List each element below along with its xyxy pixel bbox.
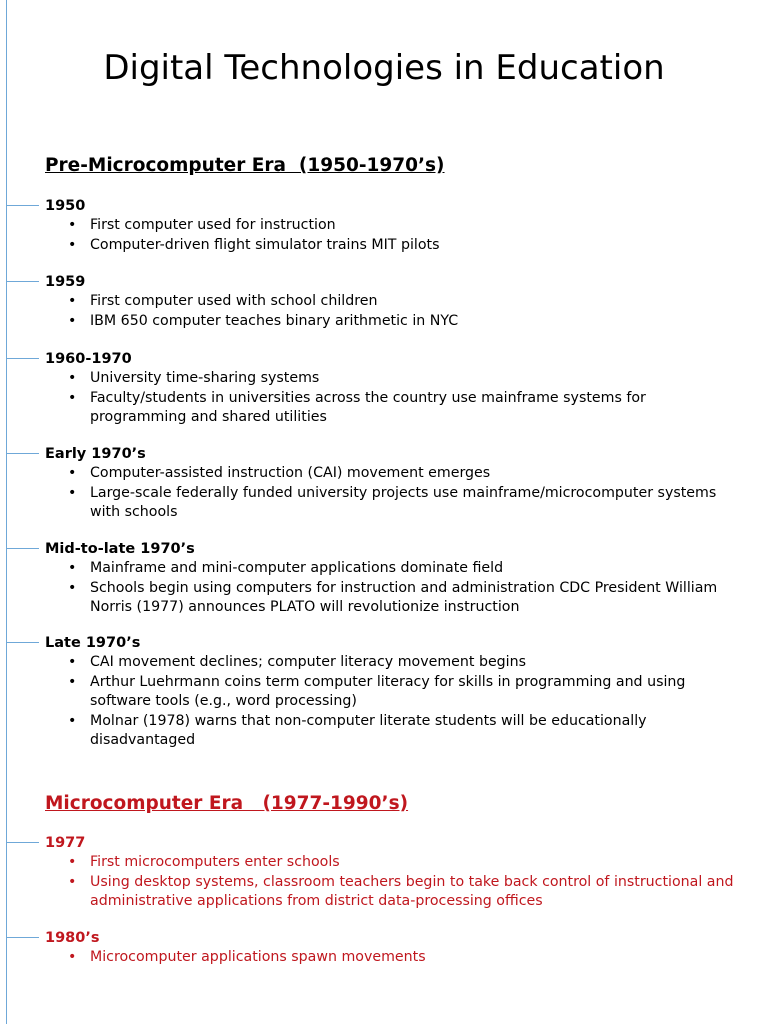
timeline-entry [45,349,745,428]
timeline-tick [7,453,39,454]
bullet-icon: • [68,873,77,890]
bullet-icon: • [68,654,77,670]
timeline-tick [7,642,39,643]
list-item: • Faculty/students in universities across the country use mainframe systems for programming and shared utilities [68,389,646,425]
bullet-icon: • [68,712,77,729]
list-item: • First computer used for instruction [45,216,745,236]
bullet-icon: • [68,854,77,870]
timeline-entry [45,633,745,751]
list-item: • University time-sharing systems [45,369,745,389]
timeline-tick [7,548,39,549]
bullet-icon: • [68,312,77,329]
entry-year: 1959 [45,274,86,290]
entry-year: 1980’s [45,930,100,946]
entry-list [45,559,745,618]
bullet-icon: • [68,949,77,965]
list-item: • Microcomputer applications spawn movements [45,948,745,968]
timeline-tick [7,937,39,938]
bullet-icon: • [68,236,77,253]
bullet-icon: • [68,484,77,501]
timeline-tick [7,205,39,206]
timeline-line [6,0,7,1024]
timeline-entry [45,833,745,912]
list-item: • Arthur Luehrmann coins term computer literacy for skills in programming and using software tools (e.g., word processing) [68,673,686,709]
page-title: Digital Technologies in Education [103,48,665,88]
list-item: • Large-scale federally funded university projects use mainframe/microcomputer systems with schools [68,484,717,520]
list-item: • Using desktop systems, classroom teachers begin to take back control of instructional and administrative applications from district data-processing offices [68,873,734,909]
bullet-icon: • [68,579,77,596]
timeline-entry [45,539,745,618]
bullet-icon: • [68,370,77,386]
bullet-icon: • [68,389,77,406]
era-heading-microcomputer: Microcomputer Era (1977-1990’s) [45,793,409,814]
list-item: • IBM 650 computer teaches binary arithmetic in NYC [45,312,745,332]
list-item: • Computer-driven flight simulator trains MIT pilots [45,236,745,256]
entry-list [45,464,745,523]
entry-list [45,216,745,255]
bullet-icon: • [68,465,77,481]
list-item: • First microcomputers enter schools [45,853,745,873]
timeline-entry [45,272,745,331]
entry-year: Early 1970’s [45,446,146,462]
list-item: • Molnar (1978) warns that non-computer literate students will be educationally disadvantaged [68,712,647,748]
list-item: • CAI movement declines; computer literacy movement begins [45,653,745,673]
list-item: • Schools begin using computers for instruction and administration CDC President William Norris (1977) announces PLATO will revolutionize instruction [68,579,718,615]
entry-list [45,948,745,968]
entry-year: Late 1970’s [45,635,141,651]
timeline-tick [7,842,39,843]
entry-year: Mid-to-late 1970’s [45,541,195,557]
list-item: • Mainframe and mini-computer applications dominate field [45,559,745,579]
timeline-entry [45,196,745,255]
era-heading-pre-microcomputer: Pre-Microcomputer Era (1950-1970’s) [45,155,445,176]
entry-year: 1950 [45,198,86,214]
timeline-tick [7,358,39,359]
bullet-icon: • [68,293,77,309]
entry-list [45,853,745,912]
entry-list [45,369,745,428]
bullet-icon: • [68,560,77,576]
bullet-icon: • [68,217,77,233]
timeline-entry [45,928,745,968]
bullet-icon: • [68,673,77,690]
entry-list [45,653,745,751]
list-item: • First computer used with school children [45,292,745,312]
entry-list [45,292,745,331]
entry-year: 1977 [45,835,86,851]
entry-year: 1960-1970 [45,351,132,367]
timeline-tick [7,281,39,282]
list-item: • Computer-assisted instruction (CAI) movement emerges [45,464,745,484]
timeline-entry [45,444,745,523]
